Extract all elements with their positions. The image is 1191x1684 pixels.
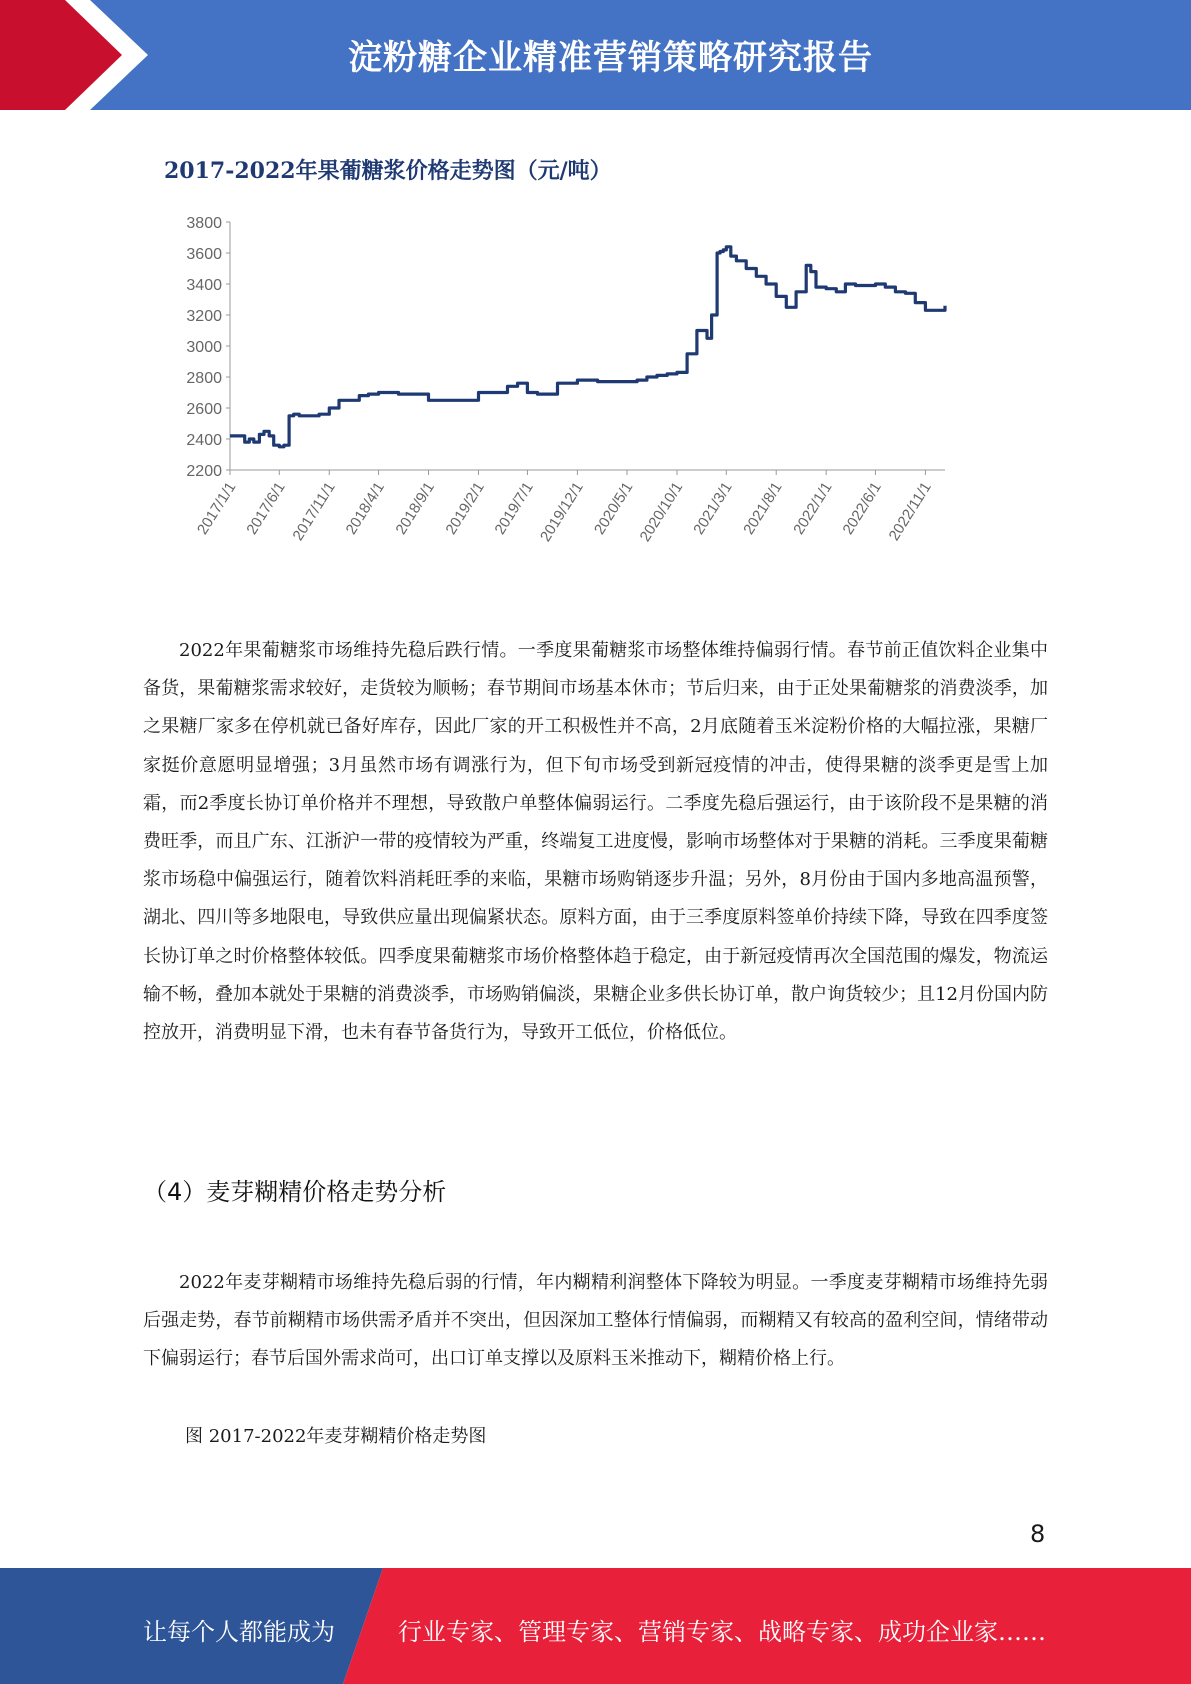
figure-caption: 图 2017-2022年麦芽糊精价格走势图 <box>185 1426 487 1447</box>
footer-slogan-left: 让每个人都能成为 <box>143 1618 335 1646</box>
syrup-price-chart <box>150 140 1030 615</box>
section-heading: （4）麦芽糊精价格走势分析 <box>143 1178 447 1206</box>
x-tick-label: 2019/2/1 <box>442 479 488 538</box>
paragraph-syrup-market: 2022年果葡糖浆市场维持先稳后跌行情。一季度果葡糖浆市场整体维持偏弱行情。春节前正值饮料企业集中备货，果葡糖浆需求较好，走货较为顺畅；春节期间市场基本休市；节后归来，由于正处果葡糖浆的消费淡季，加之果糖厂家多在停机就已备好库存，因此厂家的开工积极性并不高，2月底随着玉米淀粉价格的大幅拉涨，果糖厂家挺价意愿明显增强；3月虽然市场有调涨行为，但下旬市场受到新冠疫情的冲击，使得果糖的淡季更是雪上加霜，而2季度长协订单价格并不理想，导致散户单整体偏弱运行。二季度先稳后强运行，由于该阶段不是果糖的消费旺季，而且广东、江浙沪一带的疫情较为严重，终端复工进度慢，影响市场整体对于果糖的消耗。三季度果葡糖浆市场稳中偏强运行，随着饮料消耗旺季的来临，果糖市场购销逐步升温；另外，8月份由于国内多地高温预警，湖北、四川等多地限电，导致供应量出现偏紧状态。原料方面，由于三季度原料签单价持续下降，导致在四季度签长协订单之时价格整体较低。四季度果葡糖浆市场价格整体趋于稳定，由于新冠疫情再次全国范围的爆发，物流运输不畅，叠加本就处于果糖的消费淡季，市场购销偏淡，果糖企业多供长协订单，散户询货较少；且12月份国内防控放开，消费明显下滑，也未有春节备货行为，导致开工低位，价格低位。 <box>143 640 1048 1044</box>
x-tick-label: 2020/5/1 <box>591 479 637 538</box>
x-tick-label: 2022/11/1 <box>885 479 935 544</box>
y-tick-label: 2800 <box>186 370 222 387</box>
header-title: 淀粉糖企业精准营销策略研究报告 <box>348 38 873 78</box>
x-tick-label: 2017/6/1 <box>243 479 289 538</box>
x-tick-label: 2018/9/1 <box>392 479 438 538</box>
y-tick-label: 2400 <box>186 432 222 449</box>
x-tick-label: 2020/10/1 <box>636 479 687 545</box>
x-tick-label: 2021/8/1 <box>740 479 786 538</box>
y-tick-label: 3200 <box>186 308 222 325</box>
page-number: 8 <box>1030 1520 1046 1548</box>
price-series-line <box>230 247 945 447</box>
x-tick-label: 2022/6/1 <box>839 479 885 538</box>
paragraph-maltodextrin-market: 2022年麦芽糊精市场维持先稳后弱的行情，年内糊精利润整体下降较为明显。一季度麦芽糊精市场维持先弱后强走势，春节前糊精市场供需矛盾并不突出，但因深加工整体行情偏弱，而糊精又有较高的盈利空间，情绪带动下偏弱运行；春节后国外需求尚可，出口订单支撑以及原料玉米推动下，糊精价格上行。 <box>143 1272 1048 1370</box>
x-tick-label: 2021/3/1 <box>690 479 736 538</box>
y-tick-label: 3600 <box>186 246 222 263</box>
page-footer <box>0 1568 1191 1684</box>
y-tick-label: 3800 <box>186 215 222 232</box>
x-tick-label: 2017/11/1 <box>289 479 339 544</box>
x-tick-label: 2022/1/1 <box>790 479 836 538</box>
y-tick-label: 3000 <box>186 339 222 356</box>
chart-title: 2017-2022年果葡糖浆价格走势图（元/吨） <box>164 158 612 184</box>
x-tick-label: 2018/4/1 <box>342 479 388 538</box>
y-tick-label: 2600 <box>186 401 222 418</box>
page-header <box>0 0 1191 110</box>
footer-slogan-right: 行业专家、管理专家、营销专家、战略专家、成功企业家…… <box>398 1618 1046 1646</box>
y-tick-label: 2200 <box>186 463 222 480</box>
x-tick-label: 2019/7/1 <box>491 479 537 538</box>
chart-canvas <box>150 140 1030 615</box>
x-tick-label: 2019/12/1 <box>536 479 587 545</box>
y-tick-label: 3400 <box>186 277 222 294</box>
x-tick-label: 2017/1/1 <box>194 479 240 538</box>
